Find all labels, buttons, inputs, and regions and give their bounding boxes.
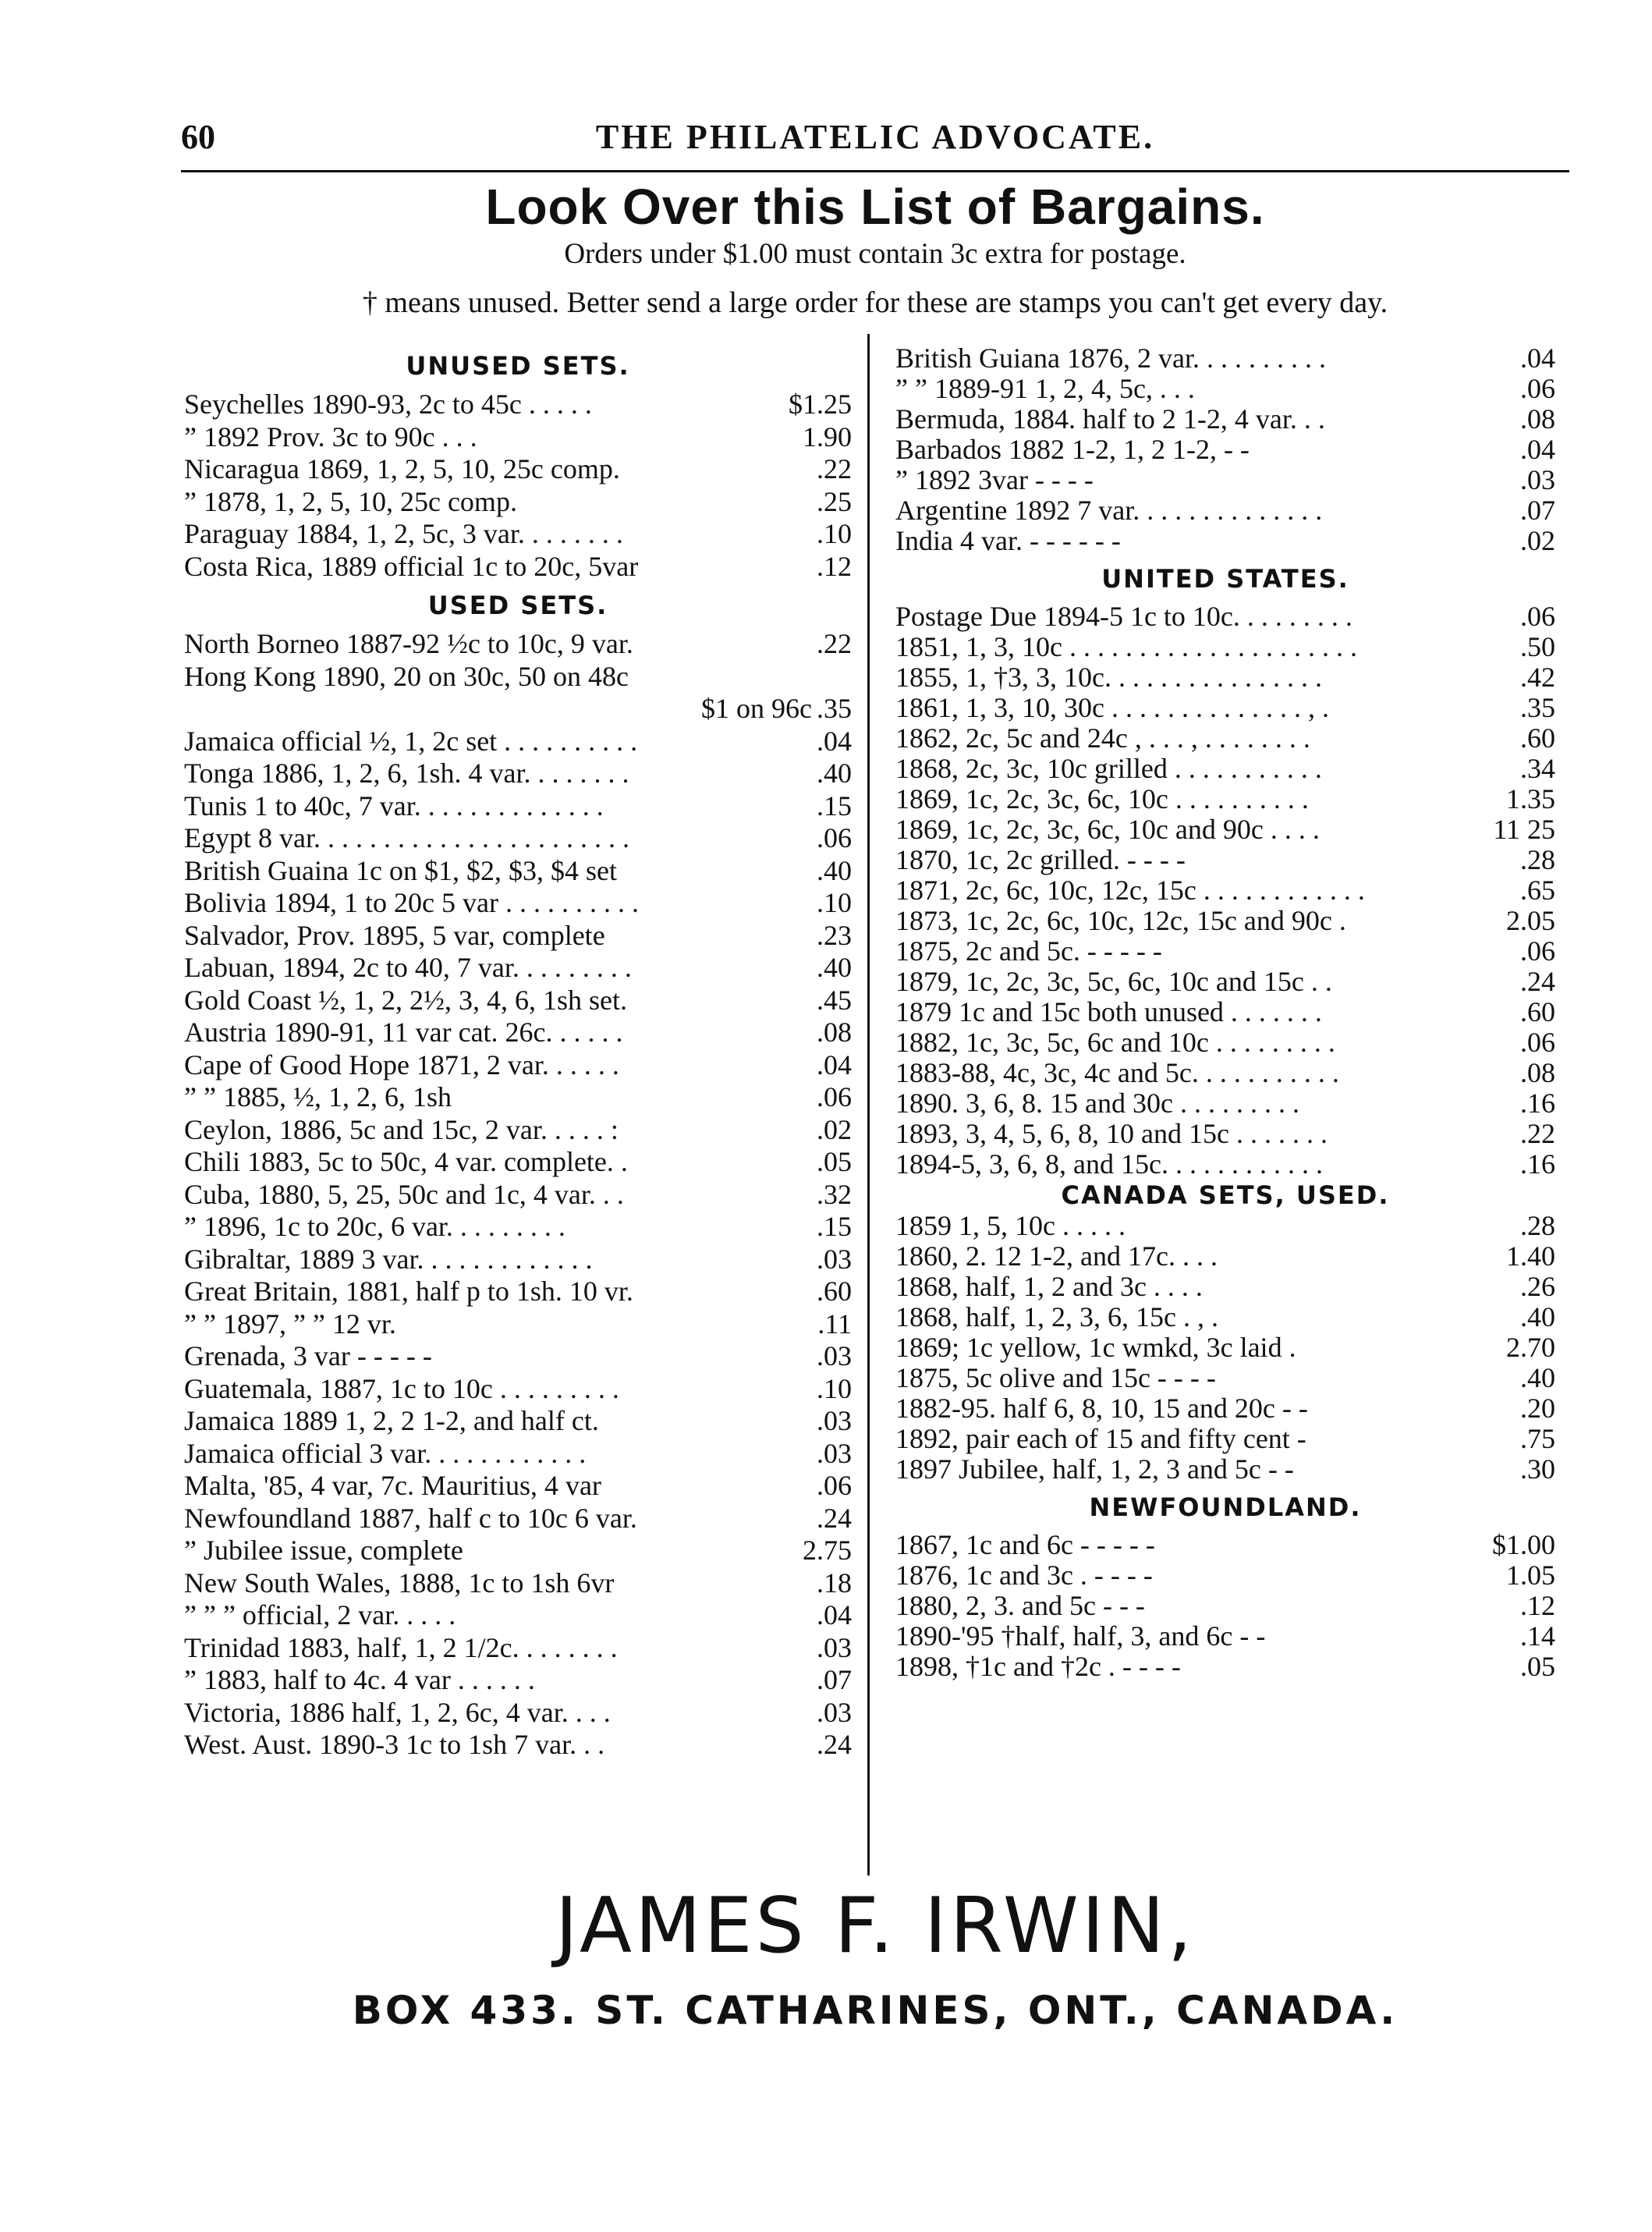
price-list-item (184, 920, 852, 953)
price-list-item (895, 1560, 1555, 1591)
running-head (181, 117, 1569, 164)
item-price: .04 (817, 1049, 852, 1081)
item-price: .22 (817, 628, 852, 659)
price-list-item (895, 845, 1555, 875)
item-price: .08 (817, 1017, 852, 1048)
price-list-item (895, 1454, 1555, 1485)
unused-legend: † means unused. Better send a large order for these are stamps you can't get every day. (362, 286, 1388, 319)
price-list-item (895, 1058, 1555, 1088)
item-price: .16 (1520, 1088, 1555, 1119)
item-description: Nicaragua 1869, 1, 2, 5, 10, 25c comp. (184, 453, 620, 484)
item-description: 1868, 2c, 3c, 10c grilled . . . . . . . . . . . (895, 754, 1322, 784)
item-price: .15 (817, 1211, 852, 1242)
item-price: .40 (1520, 1301, 1555, 1332)
price-list-item (184, 1114, 852, 1147)
price-list-item (184, 985, 852, 1017)
item-price: .04 (1520, 434, 1555, 465)
item-price: 1.35 (1506, 783, 1555, 814)
item-price: .28 (1520, 844, 1555, 875)
price-list-item (895, 1027, 1555, 1058)
price-list-item (184, 1632, 852, 1665)
item-price: .08 (1520, 403, 1555, 435)
item-price: .45 (817, 984, 852, 1016)
item-price: .04 (1520, 342, 1555, 374)
item-description: ” Jubilee issue, complete (184, 1535, 463, 1566)
price-list-item (895, 601, 1555, 632)
item-price: .06 (817, 1081, 852, 1112)
column-divider (867, 334, 870, 1875)
price-list-item (184, 1179, 852, 1212)
item-description: 1898, †1c and †2c . - - - - (895, 1652, 1181, 1682)
price-list-item (895, 662, 1555, 693)
item-description: ” 1878, 1, 2, 5, 10, 25c comp. (184, 485, 517, 517)
price-list-item (895, 465, 1555, 495)
item-description: Cuba, 1880, 5, 25, 50c and 1c, 4 var. . . (184, 1178, 624, 1210)
item-description: Austria 1890-91, 11 var cat. 26c. . . . . . (184, 1017, 623, 1048)
item-price: .40 (817, 758, 852, 789)
item-description: Victoria, 1886 half, 1, 2, 6c, 4 var. . . . (184, 1696, 611, 1728)
item-price: .16 (1520, 1148, 1555, 1180)
item-price: .07 (817, 1664, 852, 1695)
price-list-item (895, 1424, 1555, 1454)
price-list-item (184, 1438, 852, 1471)
price-list-item (895, 374, 1555, 404)
item-price: .15 (817, 790, 852, 821)
item-price: .32 (817, 1178, 852, 1210)
price-list-item (184, 887, 852, 920)
item-price: .40 (1520, 1362, 1555, 1393)
price-list-item (184, 1340, 852, 1373)
item-price: .24 (817, 1729, 852, 1760)
item-description: 1883-88, 4c, 3c, 4c and 5c. . . . . . . . . . . (895, 1058, 1339, 1088)
price-list-item (184, 1697, 852, 1730)
section-heading-newfoundland: NEWFOUNDLAND. (1089, 1492, 1362, 1522)
item-price: $1.25 (789, 389, 852, 420)
item-price: .75 (1520, 1423, 1555, 1454)
item-description: 1879, 1c, 2c, 3c, 5c, 6c, 10c and 15c . . (895, 967, 1332, 997)
item-description: ” 1892 3var - - - - (895, 465, 1094, 495)
item-description: 1875, 5c olive and 15c - - - - (895, 1363, 1216, 1393)
item-description: British Guiana 1876, 2 var. . . . . . . . . . (895, 343, 1326, 374)
item-description: Tunis 1 to 40c, 7 var. . . . . . . . . . . . . . (184, 790, 604, 821)
price-list-item (184, 693, 852, 726)
item-description: ” ” 1885, ½, 1, 2, 6, 1sh (184, 1081, 452, 1112)
ad-title: Look Over this List of Bargains. (485, 179, 1265, 235)
price-list-item (895, 1211, 1555, 1241)
price-list-item (895, 754, 1555, 784)
item-price: .35 (817, 693, 852, 724)
price-list-item (895, 632, 1555, 662)
price-list-item (895, 1272, 1555, 1302)
item-description: 1867, 1c and 6c - - - - - (895, 1530, 1155, 1560)
price-list-item (895, 1119, 1555, 1149)
price-list-item (895, 1530, 1555, 1560)
price-list-item (895, 693, 1555, 723)
item-price: .12 (817, 550, 852, 582)
item-price: .22 (1520, 1118, 1555, 1149)
item-price: 2.05 (1506, 905, 1555, 936)
item-price: .02 (817, 1113, 852, 1145)
item-price: .04 (817, 1599, 852, 1631)
newfoundland-list (895, 1530, 1555, 1682)
item-description: ” 1883, half to 4c. 4 var . . . . . . (184, 1664, 535, 1695)
price-list-item (895, 1591, 1555, 1621)
item-description: 1882-95. half 6, 8, 10, 15 and 20c - - (895, 1393, 1308, 1424)
item-description: 1868, half, 1, 2 and 3c . . . . (895, 1272, 1203, 1302)
item-description: Chili 1883, 5c to 50c, 4 var. complete. . (184, 1146, 628, 1177)
price-list-item (184, 1405, 852, 1438)
price-list-item (895, 343, 1555, 374)
item-description: $1 on 96c (701, 693, 812, 724)
item-price: 2.75 (803, 1535, 852, 1566)
item-description: 1869, 1c, 2c, 3c, 6c, 10c . . . . . . . . . . (895, 784, 1309, 814)
item-description: Ceylon, 1886, 5c and 15c, 2 var. . . . . : (184, 1113, 619, 1145)
item-description: 1890. 3, 6, 8. 15 and 30c . . . . . . . . . (895, 1088, 1299, 1119)
item-description: 1860, 2. 12 1-2, and 17c. . . . (895, 1241, 1218, 1272)
item-description: Great Britain, 1881, half p to 1sh. 10 vr. (184, 1276, 633, 1307)
price-list-item (184, 1567, 852, 1600)
item-description: Jamaica official ½, 1, 2c set . . . . . . . . . . (184, 725, 638, 757)
item-description: Gibraltar, 1889 3 var. . . . . . . . . . . . . (184, 1243, 593, 1275)
item-price: .07 (1520, 495, 1555, 526)
item-price: .02 (1520, 525, 1555, 556)
item-description: 1882, 1c, 3c, 5c, 6c and 10c . . . . . . . . . (895, 1027, 1335, 1058)
item-price: $1.00 (1492, 1529, 1555, 1560)
section-heading-canada: CANADA SETS, USED. (1061, 1180, 1390, 1210)
price-list-item (895, 1088, 1555, 1119)
item-price: .18 (817, 1567, 852, 1599)
item-description: North Borneo 1887-92 ½c to 10c, 9 var. (184, 628, 633, 659)
price-list-item (184, 1470, 852, 1503)
item-description: Grenada, 3 var - - - - - (184, 1340, 432, 1371)
item-price: .26 (1520, 1271, 1555, 1302)
item-description: ” ” 1897, ” ” 12 vr. (184, 1308, 396, 1340)
item-description: ” 1892 Prov. 3c to 90c . . . (184, 420, 477, 452)
price-list-item (184, 855, 852, 888)
item-price: .03 (817, 1437, 852, 1469)
used-sets-list (184, 628, 852, 1762)
price-list-item (895, 723, 1555, 754)
item-price: .50 (1520, 631, 1555, 662)
price-list-item (895, 936, 1555, 967)
item-description: Costa Rica, 1889 official 1c to 20c, 5var (184, 550, 639, 582)
item-description: Postage Due 1894-5 1c to 10c. . . . . . . . . (895, 601, 1352, 632)
right-column (895, 343, 1555, 1682)
item-description: 1890-'95 †half, half, 3, and 6c - - (895, 1621, 1266, 1652)
price-list-item (184, 1308, 852, 1341)
item-price: .08 (1520, 1057, 1555, 1088)
item-price: .03 (817, 1631, 852, 1663)
item-price: .22 (817, 453, 852, 484)
item-description: Gold Coast ½, 1, 2, 2½, 3, 4, 6, 1sh set. (184, 984, 628, 1016)
price-list-item (184, 1276, 852, 1308)
item-description: 1869, 1c, 2c, 3c, 6c, 10c and 90c . . . . (895, 814, 1320, 845)
item-description: 1859 1, 5, 10c . . . . . (895, 1211, 1126, 1241)
price-list-item (895, 1363, 1555, 1393)
price-list-item (184, 822, 852, 855)
price-list-item (895, 1652, 1555, 1682)
price-list-item (184, 1664, 852, 1697)
price-list-item (895, 435, 1555, 465)
item-price: .06 (1520, 935, 1555, 967)
price-list-item (184, 1146, 852, 1179)
canada-list (895, 1211, 1555, 1485)
price-list-item (184, 518, 852, 551)
item-price: .03 (817, 1243, 852, 1275)
item-description: Seychelles 1890-93, 2c to 45c . . . . . (184, 389, 592, 420)
item-description: Newfoundland 1887, half c to 10c 6 var. (184, 1502, 637, 1534)
item-price: .03 (817, 1405, 852, 1436)
item-description: 1893, 3, 4, 5, 6, 8, 10 and 15c . . . . . . . (895, 1119, 1328, 1149)
misc-sets-list (895, 343, 1555, 556)
price-list-item (895, 997, 1555, 1027)
price-list-item (184, 790, 852, 823)
price-list-item (184, 1535, 852, 1567)
item-price: .65 (1520, 875, 1555, 906)
item-description: 1855, 1, †3, 3, 10c. . . . . . . . . . . . . . . . (895, 662, 1322, 693)
price-list-item (184, 1599, 852, 1632)
section-heading-united-states: UNITED STATES. (1101, 564, 1349, 594)
item-price: .35 (1520, 692, 1555, 723)
item-price: .03 (1520, 464, 1555, 495)
price-list-item (184, 1081, 852, 1114)
advertiser-address: BOX 433. ST. CATHARINES, ONT., CANADA. (352, 1988, 1399, 2033)
journal-title: THE PHILATELIC ADVOCATE. (595, 118, 1155, 156)
item-price: .30 (1520, 1453, 1555, 1485)
item-description: Hong Kong 1890, 20 on 30c, 50 on 48c (184, 660, 629, 692)
price-list-item (184, 952, 852, 985)
item-price: .05 (817, 1146, 852, 1177)
item-description: 1894-5, 3, 6, 8, and 15c. . . . . . . . . . . . (895, 1149, 1323, 1180)
item-price: .25 (817, 485, 852, 517)
price-list-item (895, 784, 1555, 814)
item-price: .40 (817, 952, 852, 983)
price-list-item (184, 486, 852, 519)
price-list-item (184, 453, 852, 486)
price-list-item (895, 814, 1555, 845)
item-price: 1.40 (1506, 1240, 1555, 1272)
price-list-item (895, 1332, 1555, 1363)
advertiser-name: JAMES F. IRWIN, (555, 1882, 1196, 1971)
item-price: .60 (1520, 996, 1555, 1027)
item-description: 1879 1c and 15c both unused . . . . . . . (895, 997, 1322, 1027)
item-description: 1876, 1c and 3c . - - - - (895, 1560, 1153, 1591)
item-price: .10 (817, 518, 852, 549)
item-description: Paraguay 1884, 1, 2, 5c, 3 var. . . . . . . . (184, 518, 623, 549)
item-description: 1870, 1c, 2c grilled. - - - - (895, 845, 1186, 875)
item-price: .20 (1520, 1393, 1555, 1424)
item-price: .42 (1520, 662, 1555, 693)
item-description: 1869; 1c yellow, 1c wmkd, 3c laid . (895, 1332, 1296, 1363)
price-list-item (184, 551, 852, 584)
price-list-item (184, 1049, 852, 1082)
item-description: 1897 Jubilee, half, 1, 2, 3 and 5c - - (895, 1454, 1294, 1485)
item-description: Tonga 1886, 1, 2, 6, 1sh. 4 var. . . . . . . . (184, 758, 629, 789)
item-price: .05 (1520, 1651, 1555, 1682)
price-list-item (895, 526, 1555, 556)
item-price: .60 (1520, 722, 1555, 754)
price-list-item (895, 404, 1555, 435)
item-price: .11 (817, 1308, 852, 1340)
item-price: .34 (1520, 753, 1555, 784)
item-description: 1861, 1, 3, 10, 30c . . . . . . . . . . . . . . , . (895, 693, 1329, 723)
price-list-item (184, 628, 852, 661)
item-description: West. Aust. 1890-3 1c to 1sh 7 var. . . (184, 1729, 605, 1760)
item-description: British Guaina 1c on $1, $2, $3, $4 set (184, 854, 617, 886)
item-price: .24 (1520, 966, 1555, 997)
item-price: .04 (817, 725, 852, 757)
ad-subtitle: Orders under $1.00 must contain 3c extra for postage. (564, 238, 1186, 270)
item-description: Cape of Good Hope 1871, 2 var. . . . . . (184, 1049, 619, 1081)
price-list-item (184, 1017, 852, 1049)
item-price: .60 (817, 1276, 852, 1307)
price-list-item (184, 1729, 852, 1762)
item-description: 1851, 1, 3, 10c . . . . . . . . . . . . . . . . . . . . . (895, 632, 1357, 662)
item-price: .12 (1520, 1590, 1555, 1621)
price-list-item (184, 1244, 852, 1276)
item-price: .28 (1520, 1210, 1555, 1241)
item-description: New South Wales, 1888, 1c to 1sh 6vr (184, 1567, 615, 1599)
item-description: Jamaica 1889 1, 2, 2 1-2, and half ct. (184, 1405, 599, 1436)
price-list-item (184, 1211, 852, 1244)
item-description: Salvador, Prov. 1895, 5 var, complete (184, 919, 605, 951)
price-list-item (895, 967, 1555, 997)
item-price: .06 (817, 1470, 852, 1501)
item-description: Malta, '85, 4 var, 7c. Mauritius, 4 var (184, 1470, 601, 1501)
item-description: India 4 var. - - - - - - (895, 526, 1121, 556)
item-description: 1892, pair each of 15 and fifty cent - (895, 1424, 1306, 1454)
left-column (184, 343, 852, 1762)
item-description: Bermuda, 1884. half to 2 1-2, 4 var. . . (895, 404, 1325, 435)
item-price: .06 (817, 822, 852, 853)
price-list-item (895, 875, 1555, 906)
price-list-item (184, 758, 852, 790)
item-price: .03 (817, 1340, 852, 1371)
item-description: 1862, 2c, 5c and 24c , . . . , . . . . . . . . (895, 723, 1310, 754)
item-description: Guatemala, 1887, 1c to 10c . . . . . . . . . (184, 1372, 619, 1404)
price-list-item (895, 1149, 1555, 1180)
header-rule (181, 170, 1569, 172)
price-list-item (895, 1302, 1555, 1332)
item-price: .10 (817, 887, 852, 918)
price-list-item (895, 906, 1555, 936)
item-description: 1873, 1c, 2c, 6c, 10c, 12c, 15c and 90c . (895, 906, 1346, 936)
item-price: .10 (817, 1372, 852, 1404)
item-description: Labuan, 1894, 2c to 40, 7 var. . . . . . . . . (184, 952, 632, 983)
unused-sets-list (184, 389, 852, 583)
section-heading-unused-sets: UNUSED SETS. (406, 351, 630, 381)
price-list-item (895, 1621, 1555, 1652)
price-list-item (184, 1503, 852, 1535)
item-description: ” 1896, 1c to 20c, 6 var. . . . . . . . . (184, 1211, 565, 1242)
item-price: .40 (817, 854, 852, 886)
price-list-item (184, 389, 852, 421)
item-price: .03 (817, 1696, 852, 1728)
section-heading-used-sets: USED SETS. (427, 591, 608, 620)
item-price: 11 25 (1493, 814, 1555, 845)
item-description: Barbados 1882 1-2, 1, 2 1-2, - - (895, 435, 1250, 465)
item-price: 2.70 (1506, 1332, 1555, 1363)
item-description: 1871, 2c, 6c, 10c, 12c, 15c . . . . . . . . . . . . (895, 875, 1365, 906)
item-description: ” ” ” official, 2 var. . . . . (184, 1599, 456, 1631)
item-price: .24 (817, 1502, 852, 1534)
item-price: 1.90 (803, 420, 852, 452)
price-list-item (895, 495, 1555, 526)
item-price: .23 (817, 919, 852, 951)
price-list-item (184, 726, 852, 758)
item-price: .14 (1520, 1620, 1555, 1652)
item-description: 1868, half, 1, 2, 3, 6, 15c . , . (895, 1302, 1218, 1332)
item-description: ” ” 1889-91 1, 2, 4, 5c, . . . (895, 374, 1195, 404)
item-description: Trinidad 1883, half, 1, 2 1/2c. . . . . . . . (184, 1631, 618, 1663)
item-price: .06 (1520, 1027, 1555, 1058)
item-description: Bolivia 1894, 1 to 20c 5 var . . . . . . . . . . (184, 887, 639, 918)
item-price: 1.05 (1506, 1560, 1555, 1591)
item-price: .06 (1520, 601, 1555, 632)
item-description: 1875, 2c and 5c. - - - - - (895, 936, 1162, 967)
page-number: 60 (181, 118, 215, 156)
price-list-item (184, 661, 852, 694)
item-description: Jamaica official 3 var. . . . . . . . . . . . (184, 1437, 587, 1469)
item-price: .06 (1520, 373, 1555, 404)
item-description: 1880, 2, 3. and 5c - - - (895, 1591, 1145, 1621)
united-states-list (895, 601, 1555, 1180)
item-description: Argentine 1892 7 var. . . . . . . . . . . . . . (895, 495, 1323, 526)
price-list-item (184, 421, 852, 454)
price-list-item (184, 1373, 852, 1406)
item-description: Egypt 8 var. . . . . . . . . . . . . . . . . . . . . . . (184, 822, 629, 853)
price-list-item (895, 1241, 1555, 1272)
price-list-item (895, 1393, 1555, 1424)
